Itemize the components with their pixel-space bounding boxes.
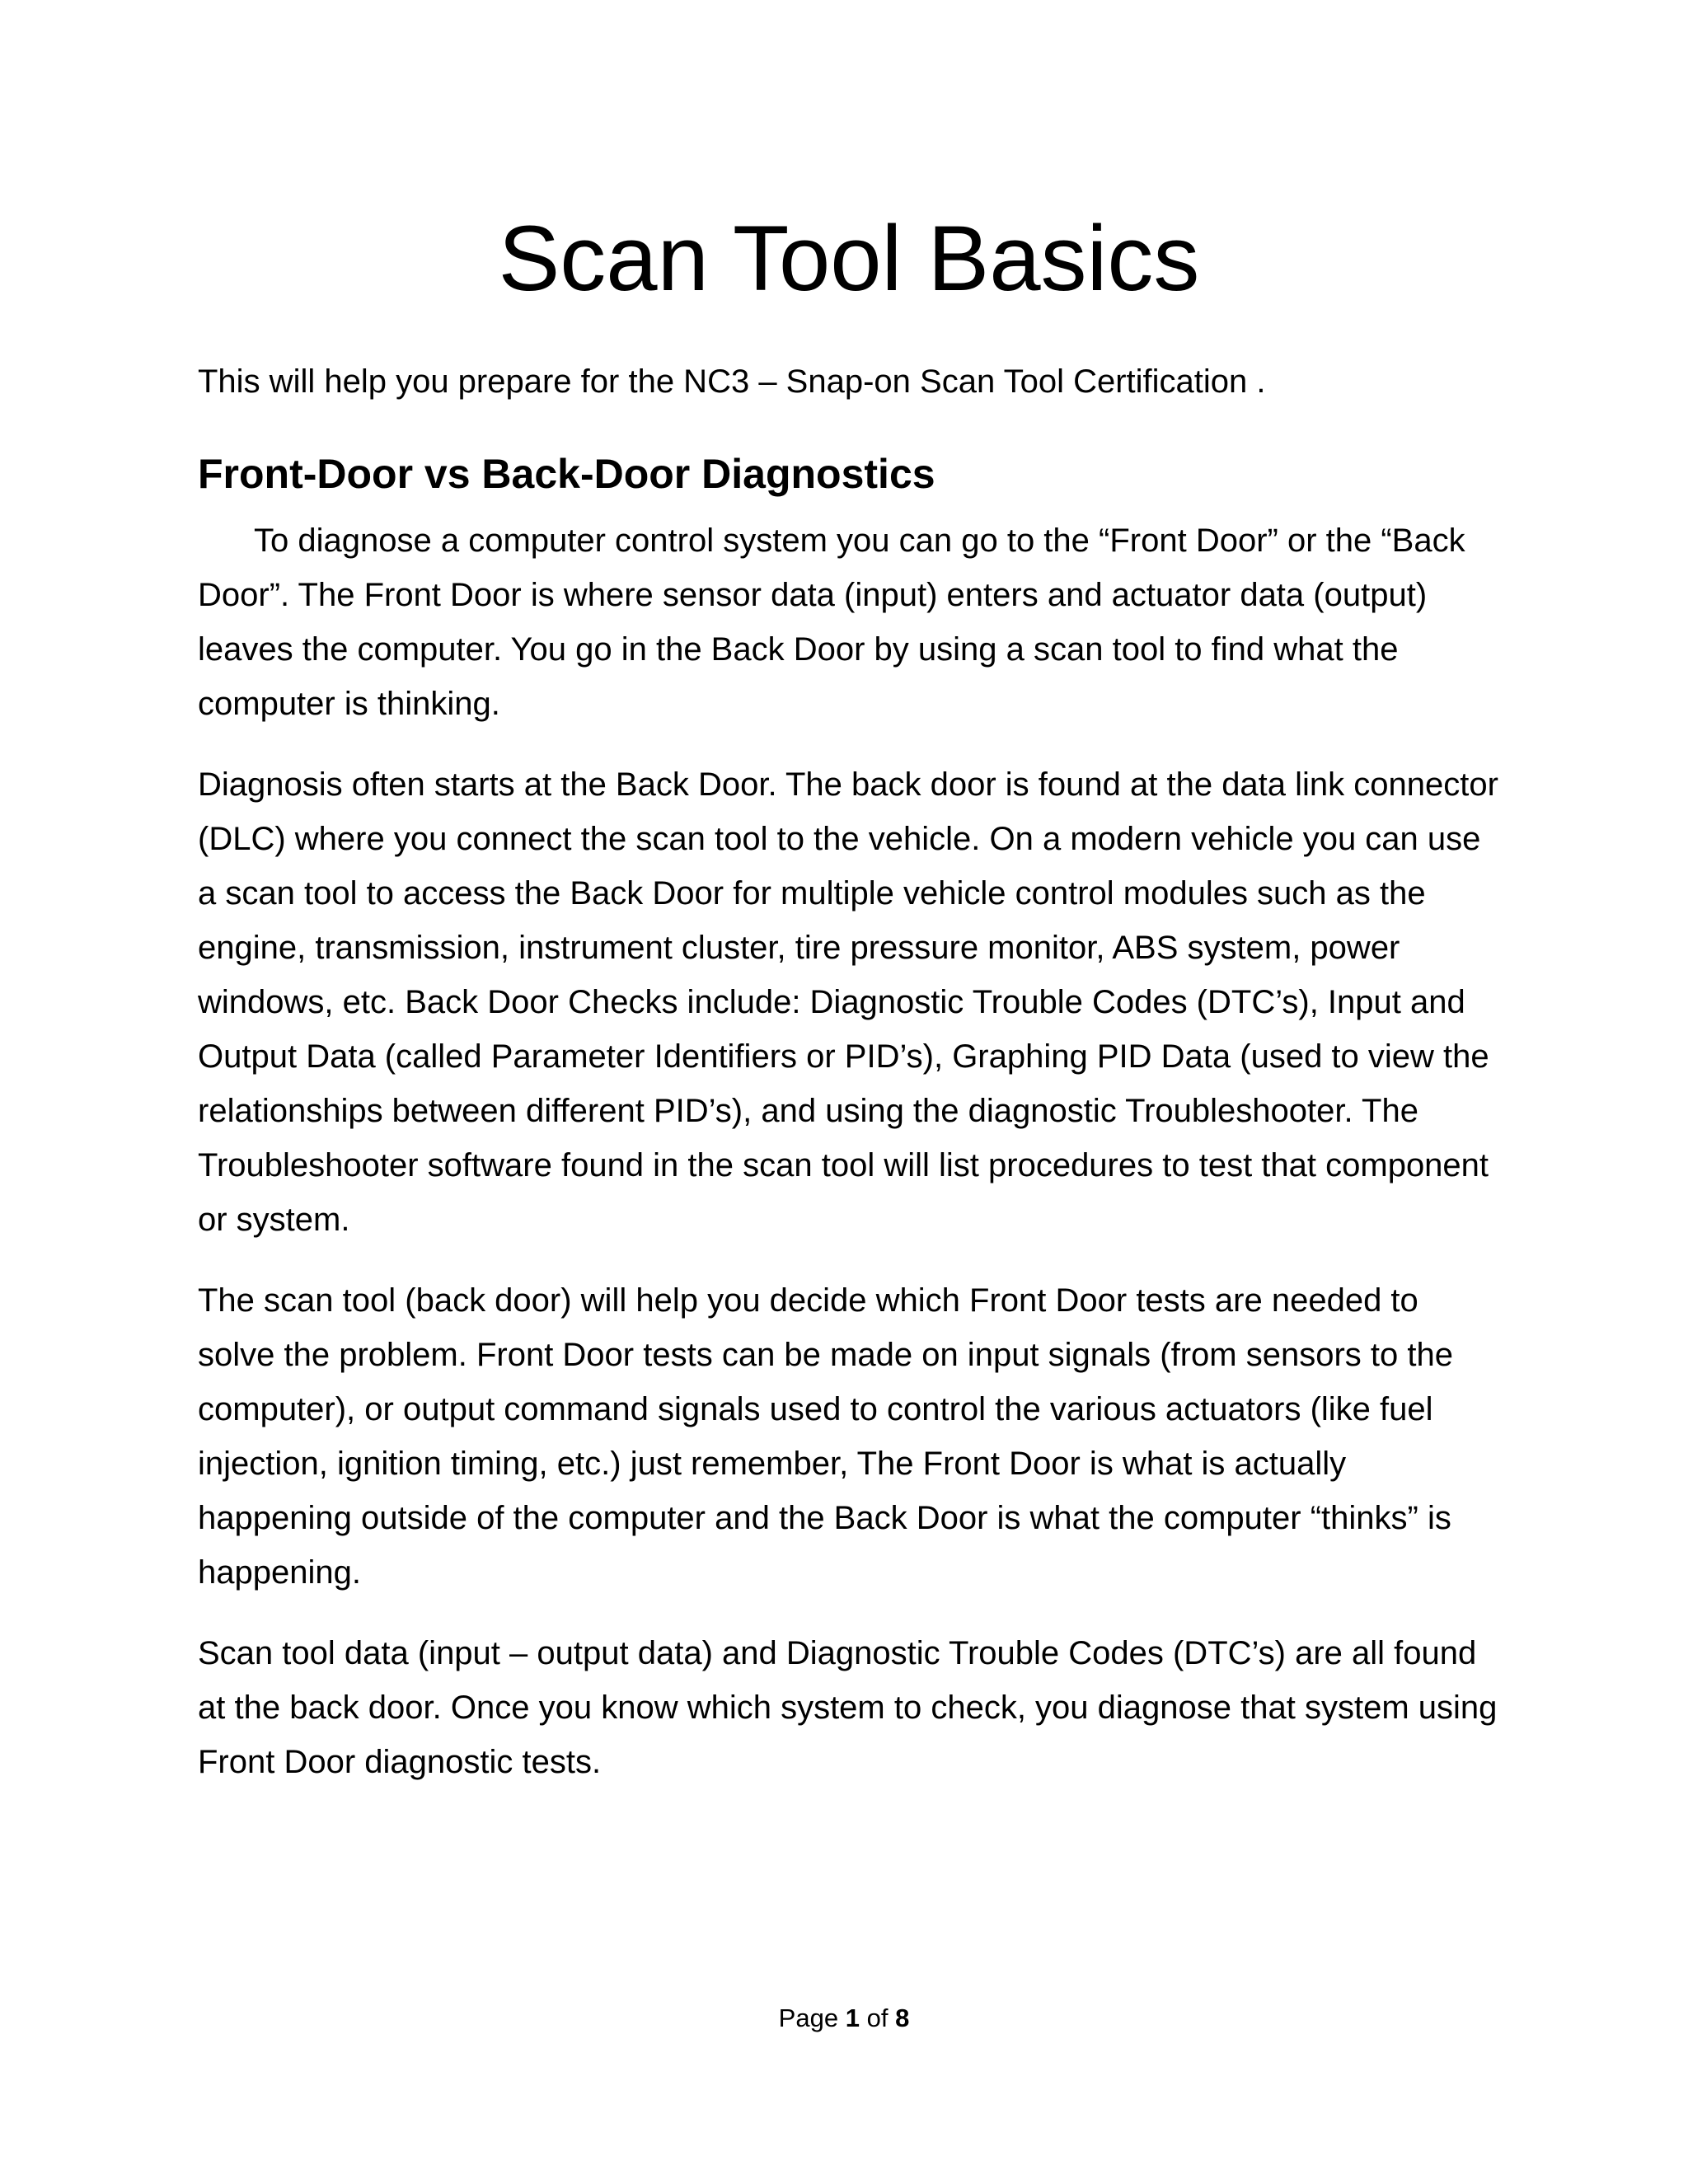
page-footer	[0, 2003, 1688, 2033]
paragraph-front-door-tests: The scan tool (back door) will help you decide which Front Door tests are needed to solve the problem. Front Door tests can be made on input signals (from sensors to the computer), or output command signals used to control the various actuators (like fuel injection, ignition timing, etc.) just remember, The Front Door is what is actually happening outside of the computer and the Back Door is what the computer “thinks” is happening.	[198, 1282, 1453, 1591]
body-text	[198, 513, 1500, 1816]
page-label: Page	[778, 2004, 839, 2032]
paragraph-back-door-checks: Diagnosis often starts at the Back Door. The back door is found at the data link connector (DLC) where you connect the scan tool to the vehicle. On a modern vehicle you can use a scan tool to access the Back Door for multiple vehicle control modules such as the engine, transmission, instrument cluster, tire pressure monitor, ABS system, power windows, etc. Back Door Checks include: Diagnostic Trouble Codes (DTC’s), Input and Output Data (called Parameter Identifiers or PID’s), Graphing PID Data (used to view the relationships between different PID’s), and using the diagnostic Troubleshooter. The Troubleshooter software found in the scan tool will list procedures to test that component or system.	[198, 766, 1498, 1238]
total-pages-number: 8	[895, 2004, 910, 2032]
of-label: of	[866, 2004, 889, 2032]
paragraph-front-back-door: To diagnose a computer control system you can go to the “Front Door” or the “Back Door”. The Front Door is where sensor data (input) enters and actuator data (output) leaves the computer. You go in the Back Door by using a scan tool to find what the computer is thinking.	[198, 523, 1465, 722]
paragraph-summary: Scan tool data (input – output data) and Diagnostic Trouble Codes (DTC’s) are all found at the back door. Once you know which system to check, you diagnose that system using Front Door diagnostic tests.	[198, 1635, 1498, 1780]
document-title: Scan Tool Basics	[498, 207, 1200, 310]
current-page-number: 1	[845, 2004, 860, 2032]
intro-text: This will help you prepare for the NC3 – Snap-on Scan Tool Certification .	[198, 363, 1266, 400]
section-heading: Front-Door vs Back-Door Diagnostics	[198, 451, 935, 497]
